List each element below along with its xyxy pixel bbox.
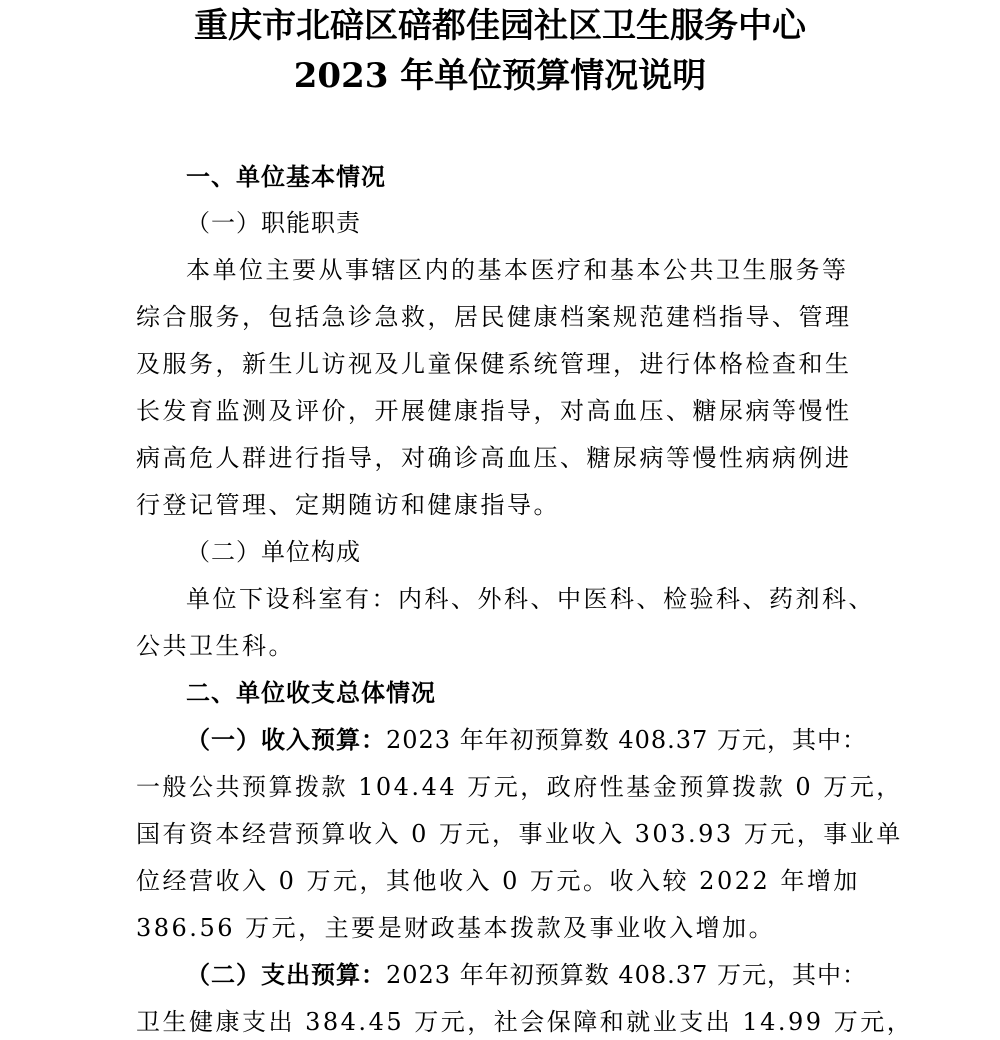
income-budget-label: （一）收入预算： [186, 725, 386, 754]
document-title-line-2: 2023 年单位预算情况说明 [293, 56, 707, 96]
paragraph-line-expenditure-budget [186, 960, 867, 990]
income-budget-text: 2023 年年初预算数 408.37 万元，其中： [386, 726, 867, 754]
paragraph-line-income-budget [186, 725, 867, 755]
paragraph-line: 病高危人群进行指导，对确诊高血压、糖尿病等慢性病病例进 [136, 444, 852, 472]
expenditure-budget-text: 2023 年年初预算数 408.37 万元，其中： [386, 961, 867, 989]
paragraph-line: 公共卫生科。 [136, 632, 295, 660]
paragraph-line: 386.56 万元，主要是财政基本拨款及事业收入增加。 [136, 914, 776, 942]
paragraph-line: 行登记管理、定期随访和健康指导。 [136, 491, 560, 519]
paragraph-line: 本单位主要从事辖区内的基本医疗和基本公共卫生服务等 [186, 256, 849, 284]
subsection-heading-functions: （一）职能职责 [186, 209, 361, 237]
paragraph-line: 长发育监测及评价，开展健康指导，对高血压、糖尿病等慢性 [136, 397, 852, 425]
paragraph-line: 一般公共预算拨款 104.44 万元，政府性基金预算拨款 0 万元， [136, 773, 903, 801]
paragraph-line: 国有资本经营预算收入 0 万元，事业收入 303.93 万元，事业单 [136, 820, 903, 848]
expenditure-budget-label: （二）支出预算： [186, 960, 386, 989]
paragraph-line: 综合服务，包括急诊急救，居民健康档案规范建档指导、管理 [136, 303, 852, 331]
section-heading-budget-overview: 二、单位收支总体情况 [186, 679, 436, 707]
document-title-line-1: 重庆市北碚区碚都佳园社区卫生服务中心 [194, 6, 806, 46]
paragraph-line: 卫生健康支出 384.45 万元，社会保障和就业支出 14.99 万元， [136, 1008, 914, 1036]
section-heading-basic-info: 一、单位基本情况 [186, 163, 386, 191]
paragraph-line: 及服务，新生儿访视及儿童保健系统管理，进行体格检查和生 [136, 350, 852, 378]
paragraph-line: 单位下设科室有：内科、外科、中医科、检验科、药剂科、 [186, 585, 875, 613]
subsection-heading-structure: （二）单位构成 [186, 538, 361, 566]
paragraph-line: 位经营收入 0 万元，其他收入 0 万元。收入较 2022 年增加 [136, 867, 860, 895]
